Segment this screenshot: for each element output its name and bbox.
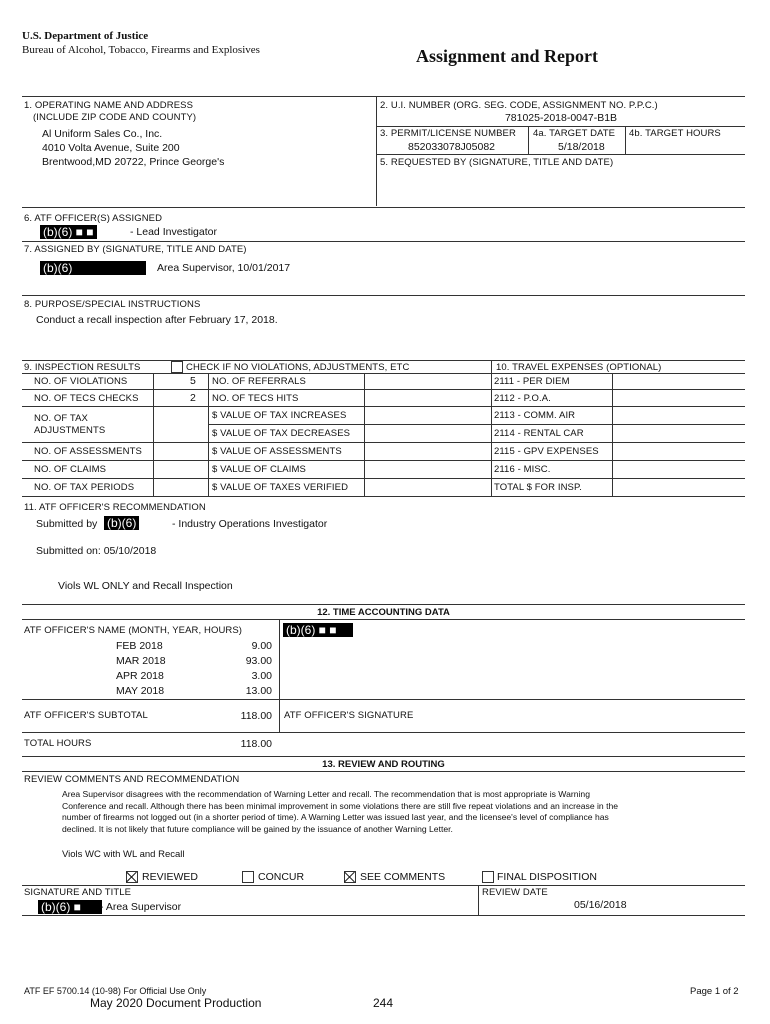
ui-number-label: 2. U.I. NUMBER (ORG. SEG. CODE, ASSIGNMENT NO. P.P.C.) [380,100,658,111]
operating-name: Al Uniform Sales Co., Inc. [42,128,163,140]
total-hours-value: 118.00 [240,738,272,750]
time-accounting-label: 12. TIME ACCOUNTING DATA [317,607,450,618]
travel-item: 2116 - MISC. [494,464,551,475]
month-label: APR 2018 [116,670,164,682]
divider [625,126,626,154]
target-date: 5/18/2018 [558,141,605,153]
recommendation-text: Viols WL ONLY and Recall Inspection [58,580,233,592]
tax-adj-label-2: ADJUSTMENTS [34,425,106,436]
submitted-by-label: Submitted by [36,518,98,530]
referrals-label: NO. OF REFERRALS [212,376,306,387]
tecs-checks-value: 2 [190,392,196,404]
comment-line: Conference and recall. Although there has been minimal improvement in some violations there are still five repeat violations and an increase in the [62,800,619,811]
officer-name-label: ATF OFFICER'S NAME (MONTH, YEAR, HOURS) [24,625,243,636]
divider [22,699,745,700]
assigned-by-text: Area Supervisor, 10/01/2017 [157,262,291,274]
reviewed-label: REVIEWED [142,871,199,883]
ui-number: 781025-2018-0047-B1B [504,112,618,124]
divider [208,373,209,496]
no-violations-label: CHECK IF NO VIOLATIONS, ADJUSTMENTS, ETC [186,362,410,373]
divider [612,373,613,496]
travel-expenses-label: 10. TRAVEL EXPENSES (OPTIONAL) [496,362,662,373]
comment-line: number of firearms not logged out (in a shorter period of time). A Warning Letter was issued last year, and the licensee's level of compliance has [62,812,609,822]
month-label: FEB 2018 [116,640,163,652]
agency-name: U.S. Department of Justice [22,30,149,42]
divider [22,460,745,461]
divider [376,154,745,155]
operating-street: 4010 Volta Avenue, Suite 200 [42,142,180,154]
travel-item: TOTAL $ FOR INSP. [494,482,582,493]
target-hours-label: 4b. TARGET HOURS [629,128,721,139]
value-assessments-label: $ VALUE OF ASSESSMENTS [212,446,342,457]
concur-checkbox[interactable] [242,871,254,883]
divider [208,424,745,425]
final-disposition-checkbox[interactable] [482,871,494,883]
redaction-box: (b)(6) ■ [38,900,102,914]
comment-line: declined. It is not likely that future compliance will be gained by the issuance of another Warning Letter. [62,823,453,834]
subtotal-value: 118.00 [240,710,272,722]
divider [528,126,529,154]
bates-number: 244 [373,996,394,1010]
no-violations-checkbox[interactable] [171,361,183,373]
form-id: ATF EF 5700.14 (10-98) For Official Use Only [24,986,207,996]
form-title: Assignment and Report [416,46,599,66]
redaction-box: (b)(6) [40,261,146,275]
final-disposition-label: FINAL DISPOSITION [497,871,597,883]
divider [364,373,365,496]
divider [22,442,745,443]
divider [22,406,745,407]
divider [22,915,745,916]
divider [22,373,745,374]
purpose-label: 8. PURPOSE/SPECIAL INSTRUCTIONS [24,299,201,310]
total-hours-label: TOTAL HOURS [24,738,92,749]
divider [22,771,745,772]
divider [491,360,492,496]
divider [22,732,745,733]
review-comments-label: REVIEW COMMENTS AND RECOMMENDATION [24,774,240,785]
redaction-box: (b)(6) [104,516,139,530]
requested-by-label: 5. REQUESTED BY (SIGNATURE, TITLE AND DATE) [380,157,614,168]
inspection-results-label: 9. INSPECTION RESULTS [24,362,141,373]
month-label: MAR 2018 [116,655,166,667]
page-number: Page 1 of 2 [690,986,739,997]
month-hours: 3.00 [251,670,272,682]
travel-item: 2111 - PER DIEM [494,376,570,387]
divider [22,496,745,497]
divider [22,604,745,605]
subtotal-label: ATF OFFICER'S SUBTOTAL [24,710,148,721]
value-taxes-verified-label: $ VALUE OF TAXES VERIFIED [212,482,349,493]
divider [22,295,745,296]
bureau-name: Bureau of Alcohol, Tobacco, Firearms and Explosives [22,44,260,56]
divider [22,478,745,479]
tecs-hits-label: NO. OF TECS HITS [212,393,299,404]
tecs-checks-label: NO. OF TECS CHECKS [34,393,139,404]
month-hours: 9.00 [251,640,272,652]
see-comments-label: SEE COMMENTS [360,871,446,883]
divider [22,96,745,97]
travel-item: 2113 - COMM. AIR [494,410,576,421]
target-date-label: 4a. TARGET DATE [533,128,616,139]
operating-name-label: 1. OPERATING NAME AND ADDRESS [24,100,194,111]
purpose-text: Conduct a recall inspection after February 17, 2018. [36,314,278,326]
travel-item: 2115 - GPV EXPENSES [494,446,599,457]
comment-line: Area Supervisor disagrees with the recommendation of Warning Letter and recall. The recommendation that is most appropriate is Warning [62,789,590,799]
officer-signature-label: ATF OFFICER'S SIGNATURE [284,710,414,721]
assessments-label: NO. OF ASSESSMENTS [34,446,142,457]
divider [478,885,479,915]
submitted-by-role: - Industry Operations Investigator [172,518,328,530]
review-comments [62,789,618,835]
review-date-label: REVIEW DATE [482,887,548,898]
operating-name-sublabel: (INCLUDE ZIP CODE AND COUNTY) [33,112,197,123]
reviewed-checkbox[interactable] [126,871,138,883]
divider [22,360,745,361]
officer-role: - Lead Investigator [130,226,217,238]
divider [22,885,745,886]
permit-number: 852033078J05082 [408,141,496,153]
month-label: MAY 2018 [116,685,165,697]
operating-city: Brentwood,MD 20722, Prince George's [42,156,225,168]
divider [22,619,745,620]
signature-title-label: SIGNATURE AND TITLE [24,887,132,898]
tax-decreases-label: $ VALUE OF TAX DECREASES [212,428,351,439]
review-routing-label: 13. REVIEW AND ROUTING [322,759,445,770]
divider [22,207,745,208]
violations-label: NO. OF VIOLATIONS [34,376,128,387]
travel-item: 2114 - RENTAL CAR [494,428,584,439]
tax-adj-label: NO. OF TAX [34,413,88,424]
divider [279,699,280,732]
permit-label: 3. PERMIT/LICENSE NUMBER [380,128,516,139]
signature-role: - Area Supervisor [100,901,182,913]
review-summary: Viols WC with WL and Recall [62,849,185,860]
assigned-by-label: 7. ASSIGNED BY (SIGNATURE, TITLE AND DATE) [24,244,247,255]
divider [376,126,745,127]
divider [22,389,745,390]
month-hours: 13.00 [245,685,272,697]
production-stamp: May 2020 Document Production [90,996,262,1010]
divider [153,373,154,496]
month-hours: 93.00 [245,655,272,667]
tax-increases-label: $ VALUE OF TAX INCREASES [212,410,347,421]
concur-label: CONCUR [258,871,305,883]
redaction-box: (b)(6) ■ ■ [40,225,97,239]
violations-value: 5 [190,375,196,387]
see-comments-checkbox[interactable] [344,871,356,883]
divider [22,756,745,757]
review-date: 05/16/2018 [574,899,627,911]
divider [279,619,280,699]
tax-periods-label: NO. OF TAX PERIODS [34,482,135,493]
value-claims-label: $ VALUE OF CLAIMS [212,464,306,475]
redaction-box: (b)(6) ■ ■ [283,623,353,637]
recommendation-label: 11. ATF OFFICER'S RECOMMENDATION [24,502,206,513]
submitted-on: Submitted on: 05/10/2018 [36,545,157,557]
divider [22,241,745,242]
travel-item: 2112 - P.O.A. [494,393,551,404]
officer-assigned-label: 6. ATF OFFICER(S) ASSIGNED [24,213,163,224]
claims-label: NO. OF CLAIMS [34,464,107,475]
